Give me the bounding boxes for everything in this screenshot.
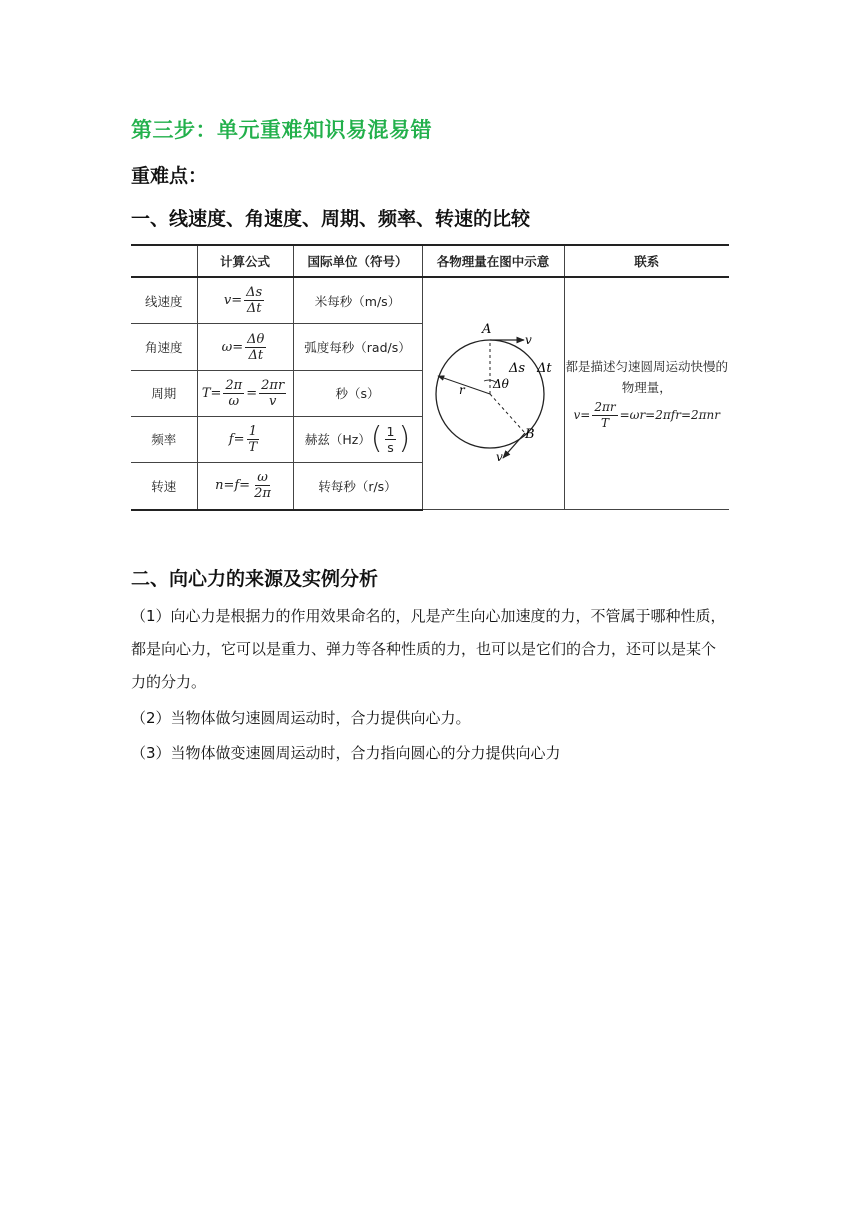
numerator: 2π bbox=[225, 377, 243, 393]
relation-text: 都是描述匀速圆周运动快慢的物理量， bbox=[565, 359, 728, 395]
circular-motion-diagram bbox=[423, 278, 565, 506]
unit-cell: 转每秒（r/s） bbox=[293, 463, 422, 510]
numerator: 2πr bbox=[261, 377, 285, 393]
denominator: s bbox=[387, 439, 394, 455]
comparison-table bbox=[131, 244, 729, 511]
time-label: Δt bbox=[536, 361, 552, 376]
paren-right: ) bbox=[398, 421, 411, 457]
relation-prefix: v= bbox=[573, 408, 591, 422]
point-b-label: B bbox=[524, 427, 535, 442]
fraction bbox=[592, 400, 617, 431]
denominator: ω bbox=[228, 393, 240, 409]
arc-label: Δs bbox=[508, 361, 525, 376]
paragraph-3: （3）当物体做变速圆周运动时，合力指向圆心的分力提供向心力 bbox=[131, 744, 561, 762]
unit-cell bbox=[293, 416, 422, 462]
numerator: 2πr bbox=[594, 400, 616, 414]
step-title: 第三步：单元重难知识易混易错 bbox=[131, 118, 432, 142]
denominator: T bbox=[248, 439, 258, 455]
formula-cell bbox=[197, 416, 293, 462]
unit-with-fraction bbox=[304, 421, 411, 457]
fraction bbox=[245, 332, 266, 363]
formula-cell bbox=[197, 277, 293, 324]
unit-cell: 弧度每秒（rad/s） bbox=[293, 324, 422, 370]
denominator: Δt bbox=[248, 347, 264, 363]
relation-cell bbox=[564, 277, 729, 510]
header-cell: 联系 bbox=[564, 245, 729, 277]
velocity-a-label: v bbox=[524, 333, 532, 347]
velocity-b-label: v bbox=[495, 450, 503, 464]
formula-prefix: v= bbox=[223, 293, 243, 309]
radius-label: r bbox=[458, 383, 465, 397]
header-cell: 计算公式 bbox=[197, 245, 293, 277]
point-a-label: A bbox=[481, 322, 491, 337]
formula-prefix: ω= bbox=[221, 339, 244, 355]
numerator: Δs bbox=[246, 285, 263, 301]
header-cell bbox=[131, 245, 197, 277]
radius-ob bbox=[490, 394, 525, 433]
unit-cell: 秒（s） bbox=[293, 370, 422, 416]
formula-prefix: T= bbox=[201, 385, 222, 401]
section2-heading: 二、向心力的来源及实例分析 bbox=[131, 568, 379, 590]
formula-cell bbox=[197, 463, 293, 510]
row-name: 转速 bbox=[131, 463, 197, 510]
numerator: 1 bbox=[386, 423, 395, 439]
paragraph-1: （1）向心力是根据力的作用效果命名的，凡是产生向心加速度的力，不管属于哪种性质，都是向心力，它可以是重力、弹力等各种性质的力，也可以是它们的合力，还可以是某个力的分力。 bbox=[131, 607, 726, 691]
denominator: 2π bbox=[254, 486, 271, 502]
unit-cell: 米每秒（m/s） bbox=[293, 277, 422, 324]
formula-cell bbox=[197, 370, 293, 416]
paragraph-2: （2）当物体做匀速圆周运动时，合力提供向心力。 bbox=[131, 709, 471, 727]
fraction bbox=[247, 424, 260, 455]
fraction bbox=[252, 470, 273, 501]
denominator: Δt bbox=[246, 301, 262, 317]
angle-label: Δθ bbox=[492, 377, 509, 391]
row-name: 频率 bbox=[131, 416, 197, 462]
keypoints-label: 重难点： bbox=[131, 165, 208, 187]
relation-suffix: =ωr=2πfr=2πnr bbox=[619, 408, 720, 422]
formula-cell bbox=[197, 324, 293, 370]
numerator: 1 bbox=[248, 423, 257, 439]
paren-left: ( bbox=[370, 421, 383, 457]
section1-heading: 一、线速度、角速度、周期、频率、转速的比较 bbox=[131, 208, 531, 230]
row-name: 线速度 bbox=[131, 277, 197, 324]
denominator: v bbox=[268, 393, 277, 409]
fraction bbox=[244, 285, 264, 316]
fraction bbox=[385, 424, 397, 455]
relation-formula bbox=[565, 400, 730, 431]
table-row bbox=[131, 277, 729, 324]
formula-prefix: n=f= bbox=[215, 478, 251, 494]
numerator: Δθ bbox=[247, 331, 265, 347]
unit-text: 赫兹（Hz） bbox=[304, 432, 371, 448]
diagram-cell bbox=[422, 277, 564, 510]
fraction bbox=[259, 378, 286, 409]
header-cell: 各物理量在图中示意 bbox=[422, 245, 564, 277]
row-name: 周期 bbox=[131, 370, 197, 416]
numerator: ω bbox=[257, 470, 268, 486]
fraction bbox=[223, 378, 244, 409]
formula-prefix: f= bbox=[228, 431, 245, 447]
formula-equals: = bbox=[246, 385, 258, 401]
row-name: 角速度 bbox=[131, 324, 197, 370]
table-header-row bbox=[131, 245, 729, 277]
denominator: T bbox=[600, 416, 609, 430]
header-cell: 国际单位（符号） bbox=[293, 245, 422, 277]
